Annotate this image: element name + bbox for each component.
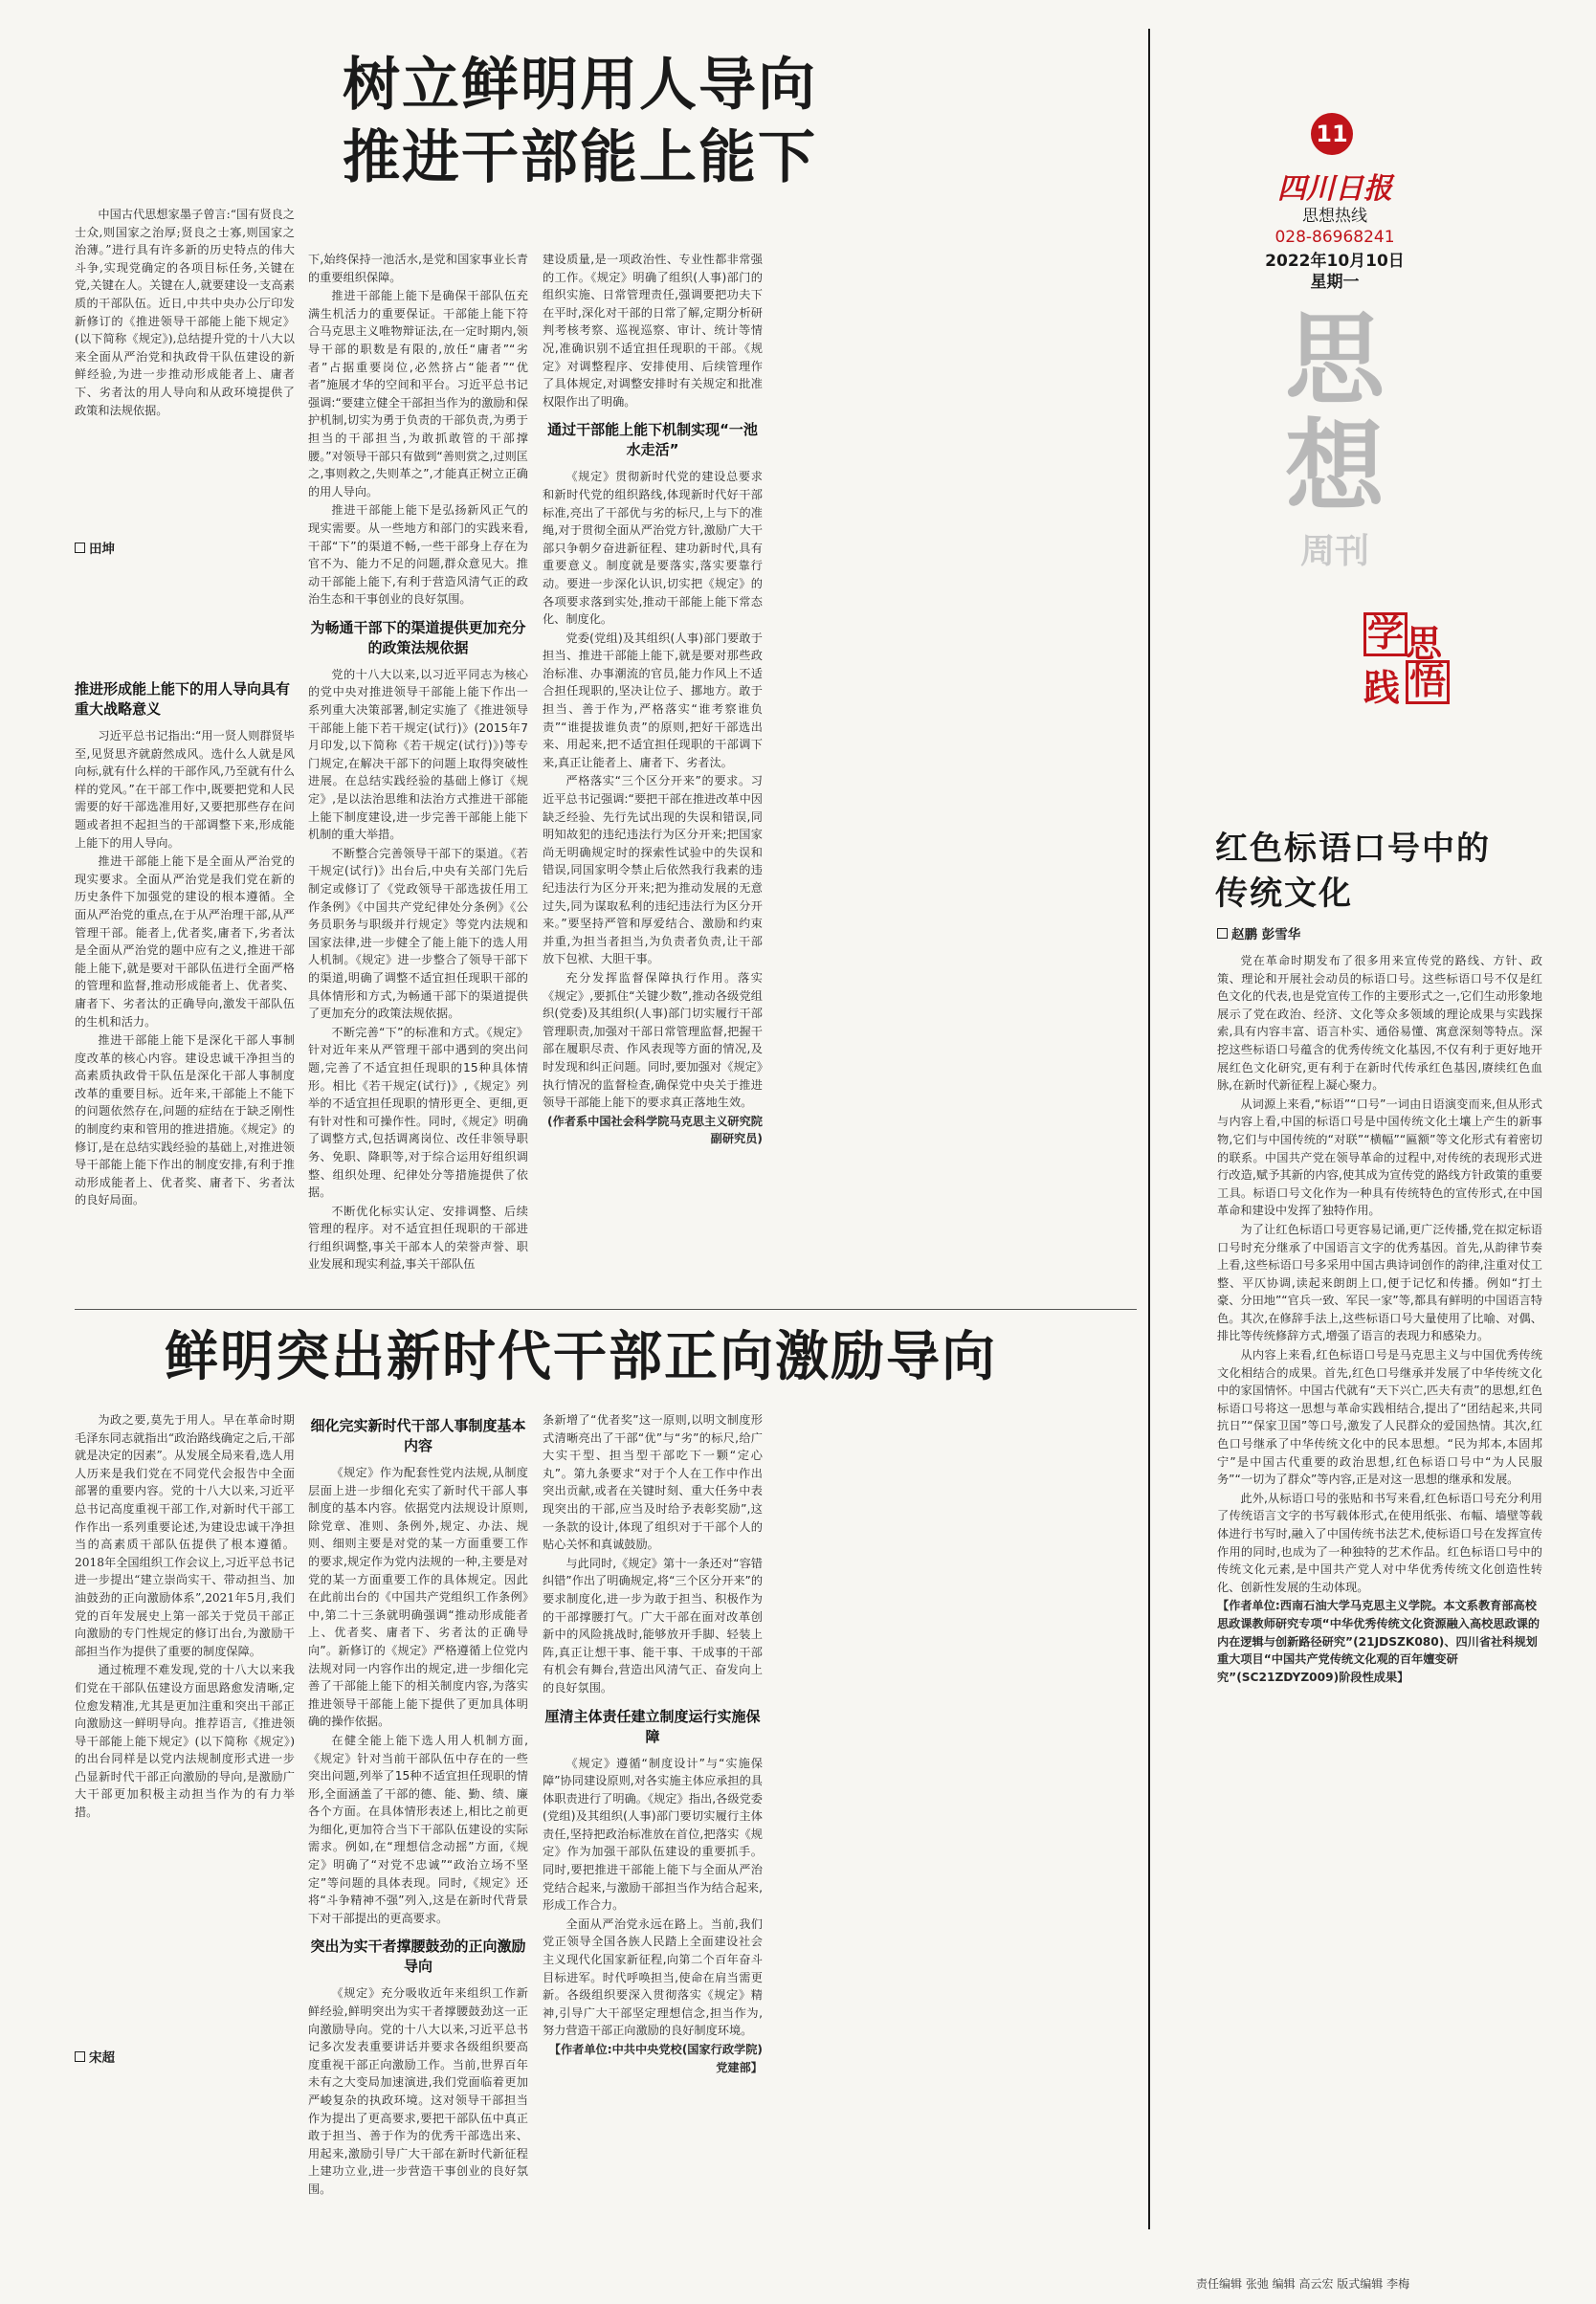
article1-subhead-2: 为畅通干部下的渠道提供更加充分的政策法规依据	[310, 618, 526, 656]
editor-credits: 责任编辑 张弛 编辑 高云宏 版式编辑 李梅	[1196, 2277, 1410, 2291]
article2-subhead-1: 细化完实新时代干部人事制度基本内容	[310, 1417, 526, 1454]
stamp-char-si: 思	[1406, 622, 1443, 665]
article1-author-note: (作者系中国社会科学院马克思主义研究院副研究员)	[547, 1114, 763, 1146]
article3-author-note: 【作者单位:西南石油大学马克思主义学院。本文系教育部高校思政课教师研究专项“中华优秀传统文化资源融入高校思政课的内在逻辑与创新路径研究”(21JDSZK080)、四川省社科规划重大项目“中国共产党传统文化观的百年嬗变研究”(SC21ZDYZ009)阶段性成果】	[1217, 1599, 1541, 1684]
article1-column-1: 推进形成能上能下的用人导向具有重大战略意义 习近平总书记指出:“用一贤人则群贤毕至,见贤思齐就蔚然成风。选什么人就是风向标,就有什么样的干部作风,乃至就有什么样的党风。”在干部工作中,既要把党和人民需要的好干部选准用好,又要把那些存在问题或者担不起担当的干部调整下来,形成能上能下的用人导向。 推进干部能上能下是全面从严治党的现实要求。全面从严治党是我们党在新的历史条件下加强党的建设的根本遵循。全面从严治党的重点,在于从严治理干部,从严管理干部。能者上,优者奖,庸者下,劣者汰是全面从严治党的题中应有之义,推进干部能上能下,就是要对干部队伍进行全面严格的管理和监督,推动形成能者上、优者奖、庸者下、劣者汰的正确导向,激发干部队伍的生机和活力。 推进干部能上能下是深化干部人事制度改革的核心内容。建设忠诚干净担当的高素质执政骨干队伍是深化干部人事制度改革的重要目标。近年来,干部能上不能下的问题依然存在,问题的症结在于缺乏刚性的制度约束和管用的推进措施。《规定》的修订,是在总结实践经验的基础上,对推进领导干部能上能下作出的制度安排,有利于推动形成能者上、优者奖、庸者下、劣者汰的良好局面。	[75, 680, 295, 1207]
article1-column-2: 下,始终保持一池活水,是党和国家事业长青的重要组织保障。 推进干部能上能下是确保干部队伍充满生机活力的重要保证。干部能上能下符合马克思主义唯物辩证法,在一定时期内,领导干部的职数是有限的,放任“庸者”“劣者”占据重要岗位,必然挤占“能者”“优者”施展才华的空间和平台。习近平总书记强调:“要建立健全干部担当作为的激励和保护机制,切实为勇于负责的干部负责,为勇于担当的干部担当,为敢抓敢管的干部撑腰。”对领导干部只有做到“善则赏之,过则匡之,事则救之,失则革之”,才能真正树立正确的用人导向。 推进干部能上能下是弘扬新风正气的现实需要。从一些地方和部门的实践来看,干部“下”的渠道不畅,一些干部身上存在为官不为、能力不足的问题,群众意见大。推动干部能上能下,有利于营造风清气正的政治生态和干事创业的良好氛围。 为畅通干部下的渠道提供更加充分的政策法规依据 党的十八大以来,以习近平同志为核心的党中央对推进领导干部能上能下作出一系列重大决策部署,制定实施了《推进领导干部能上能下若干规定(试行)》(2015年7月印发,以下简称《若干规定(试行)》)等专门规定,在解决干部下的问题上取得突破性进展。在总结实践经验的基础上修订《规定》,是以法治思维和法治方式推进干部能上能下制度建设,进一步完善干部能上能下机制的重大举措。 不断整合完善领导干部下的渠道。《若干规定(试行)》出台后,中央有关部门先后制定或修订了《党政领导干部选拔任用工作条例》《中国共产党纪律处分条例》《公务员职务与职级并行规定》等党内法规和国家法律,进一步健全了能上能下的选人用人机制。《规定》进一步整合了领导干部下的渠道,明确了调整不适宜担任现职干部的具体情形和方式,为畅通干部下的渠道提供了更加充分的政策法规依据。 不断完善“下”的标准和方式。《规定》针对近年来从严管理干部中遇到的突出问题,完善了不适宜担任现职的15种具体情形。相比《若干规定(试行)》,《规定》列举的不适宜担任现职的情形更全、更细,更有针对性和可操作性。同时,《规定》明确了调整方式,包括调离岗位、改任非领导职务、免职、降职等,对于综合运用好组织调整、组织处理、纪律处分等措施提供了依据。 不断优化标实认定、安排调整、后续管理的程序。对不适宜担任现职的干部进行组织调整,事关干部本人的荣誉声誉、职业发展和现实利益,事关干部队伍	[308, 253, 528, 1272]
newspaper-logo: 四川日报	[1277, 172, 1392, 206]
date-text: 2022年10月10日	[1265, 252, 1405, 271]
article2-subhead-2: 突出为实干者撑腰鼓劲的正向激励导向	[310, 1938, 526, 1976]
column-stamp	[1363, 612, 1450, 708]
article2-column-2: 细化完实新时代干部人事制度基本内容 《规定》作为配套性党内法规,从制度层面上进一步细化充实了新时代干部人事制度的基本内容。依据党内法规设计原则,除党章、准则、条例外,规定、办法、规则、细则主要是对党的某一方面重要工作的要求,规定作为党内法规的一种,主要是对党的某一方面重要工作的具体规定。因此在此前出台的《中国共产党组织工作条例》中,第二十三条就明确强调“推动形成能者上、优者奖、庸者下、劣者汰的正确导向”。新修订的《规定》严格遵循上位党内法规对同一内容作出的规定,进一步细化完善了干部能上能下的相关制度内容,为落实推进领导干部能上能下提供了更加具体明确的操作依据。 在健全能上能下选人用人机制方面,《规定》针对当前干部队伍中存在的一些突出问题,列举了15种不适宜担任现职的情形,全面涵盖了干部的德、能、勤、绩、廉各个方面。在具体情形表述上,相比之前更为细化,更加符合当下干部队伍建设的实际需求。例如,在“理想信念动摇”方面,《规定》明确了“对党不忠诚”“政治立场不坚定”等问题的具体表现。同时,《规定》还将“斗争精神不强”列入,这是在新时代背景下对干部提出的更高要求。 突出为实干者撑腰鼓劲的正向激励导向 《规定》充分吸收近年来组织工作新鲜经验,鲜明突出为实干者撑腰鼓劲这一正向激励导向。党的十八大以来,习近平总书记多次发表重要讲话并要求各级组织要高度重视干部正向激励工作。当前,世界百年未有之大变局加速演进,我们党面临着更加严峻复杂的执政环境。这对领导干部担当作为提出了更高要求,要把干部队伍中真正敢于担当、善于作为的优秀干部选出来、用起来,激励引导广大干部在新时代新征程上建功立业,进一步营造干事创业的良好氛围。	[308, 1417, 528, 2196]
article1-title-line1: 树立鲜明用人导向	[343, 52, 817, 119]
article2-lead: 为政之要,莫先于用人。早在革命时期毛泽东同志就指出“政治路线确定之后,干部就是决定的因素”。从发展全局来看,选人用人历来是我们党在不同党代会报告中全面部署的重要内容。党的十八大以来,习近平总书记高度重视干部工作,对新时代干部工作作出一系列重要论述,为建设忠诚干净担当的高素质干部队伍提供了根本遵循。2018年全国组织工作会议上,习近平总书记进一步提出“建立崇尚实干、带动担当、加油鼓劲的正向激励体系”,2021年5月,我们党的百年发展史上第一部关于党员干部正向激励的专门性规定的修订出台,为激励干部担当作为提供了重要的制度保障。 通过梳理不难发现,党的十八大以来我们党在干部队伍建设方面思路愈发清晰,定位愈发精准,尤其是更加注重和突出干部正向激励这一鲜明导向。推荐语言,《推进领导干部能上能下规定》(以下简称《规定》)的出台同样是以党内法规制度形式进一步凸显新时代干部正向激励的导向,是激励广大干部更加积极主动担当作为的有力举措。	[75, 1413, 295, 1820]
stamp-char-jian: 践	[1363, 666, 1401, 709]
weekday-text: 星期一	[1310, 273, 1360, 292]
article1-title-line2: 推进干部能上能下	[343, 124, 817, 191]
page-number-badge: 11	[1311, 113, 1353, 155]
newspaper-page	[38, 0, 1550, 2304]
hotline-label: 思想热线	[1302, 207, 1367, 226]
stamp-char-xue: 学	[1363, 612, 1408, 656]
hotline-number: 028-86968241	[1275, 228, 1395, 247]
article3-title-line2: 传统文化	[1215, 875, 1353, 913]
issue-date	[1253, 251, 1416, 293]
hotline	[1263, 206, 1407, 248]
section-weekly-label: 周刊	[1299, 531, 1369, 571]
article3-byline: 赵鹏 彭雪华	[1217, 926, 1300, 943]
article3-body: 党在革命时期发布了很多用来宣传党的路线、方针、政策、理论和开展社会动员的标语口号。这些标语口号不仅是红色文化的代表,也是党宣传工作的主要形式之一,它们生动形象地展示了党在政治、经济、文化等众多领域的理论成果与实践探索,具有内容丰富、语言朴实、通俗易懂、寓意深刻等特点。深挖这些标语口号蕴含的优秀传统文化基因,不仅有利于更好地开展红色文化研究,更有利于在新时代传承红色基因,赓续红色血脉,在新时代新征程上凝心聚力。 从词源上来看,“标语”“口号”一词由日语演变而来,但从形式与内容上看,中国的标语口号是中国传统文化土壤上产生的新事物,它们与中国传统的“对联”“横幅”“匾额”等文化形式有着密切的联系。中国共产党在领导革命的过程中,对传统的表现形式进行改造,赋予其新的内容,使其成为宣传党的路线方针政策的重要工具。标语口号文化作为一种具有传统特色的宣传形式,在中国革命和建设中发挥了独特作用。 为了让红色标语口号更容易记诵,更广泛传播,党在拟定标语口号时充分继承了中国语言文字的优秀基因。首先,从韵律节奏上看,这些标语口号多采用中国古典诗词创作的韵律,注重对仗工整、平仄协调,读起来朗朗上口,便于记忆和传播。例如“打土豪、分田地”“官兵一致、军民一家”等,都具有鲜明的中国语言特色。其次,在修辞手法上,这些标语口号大量使用了比喻、对偶、排比等传统修辞方式,增强了语言的表现力和感染力。 从内容上来看,红色标语口号是马克思主义与中国优秀传统文化相结合的成果。首先,红色口号继承并发展了中华传统文化中的家国情怀。中国古代就有“天下兴亡,匹夫有责”的思想,红色标语口号将这一思想与革命实践相结合,提出了“团结起来,共同抗日”“保家卫国”等口号,激发了人民群众的爱国热情。其次,红色口号继承了中华传统文化中的民本思想。“民为邦本,本固邦宁”是中国古代重要的政治思想,红色标语口号中“为人民服务”“一切为了群众”等内容,正是对这一思想的继承和发展。 此外,从标语口号的张贴和书写来看,红色标语口号充分利用了传统语言文字的书写载体形式,在使用纸张、布幅、墙壁等载体进行书写时,融入了中国传统书法艺术,使标语口号在发挥宣传作用的同时,也成为了一种独特的艺术作品。红色标语口号中的传统文化元素,是中国共产党人对中华优秀传统文化创造性转化、创新性发展的生动体现。 【作者单位:西南石油大学马克思主义学院。本文系教育部高校思政课教师研究专项“中华优秀传统文化资源融入高校思政课的内在逻辑与创新路径研究”(21JDSZK080)、四川省社科规划重大项目“中国共产党传统文化观的百年嬗变研究”(SC21ZDYZ009)阶段性成果】	[1217, 952, 1542, 2261]
article1-subhead-1: 推进形成能上能下的用人导向具有重大战略意义	[75, 680, 291, 718]
article3-title-line1: 红色标语口号中的	[1215, 830, 1491, 868]
stamp-char-wu: 悟	[1406, 660, 1450, 704]
article2-title: 鲜明突出新时代干部正向激励导向	[165, 1325, 997, 1388]
article2-byline: 宋超	[75, 2049, 115, 2067]
section-title: 思想	[1284, 300, 1385, 525]
article2-column-3: 条新增了“优者奖”这一原则,以明文制度形式清晰亮出了干部“优”与“劣”的标尺,给广大实干型、担当型干部吃下一颗“定心丸”。第九条要求“对于个人在工作中作出突出贡献,或者在关键时刻、重大任务中表现突出的干部,应当及时给予表彰奖励”,这一条款的设计,体现了组织对于干部个人的贴心关怀和真诚鼓励。 与此同时,《规定》第十一条还对“容错纠错”作出了明确规定,将“三个区分开来”的要求制度化,进一步为敢于担当、积极作为的干部撑腰打气。广大干部在面对改革创新中的风险挑战时,能够放开手脚、轻装上阵,真正让想干事、能干事、干成事的干部有机会有舞台,营造出风清气正、奋发向上的良好氛围。 厘清主体责任建立制度运行实施保障 《规定》遵循“制度设计”与“实施保障”协同建设原则,对各实施主体应承担的具体职责进行了明确。《规定》指出,各级党委(党组)及其组织(人事)部门要切实履行主体责任,坚持把政治标准放在首位,把落实《规定》作为加强干部队伍建设的重要抓手。同时,要把推进干部能上能下与全面从严治党结合起来,与激励干部担当作为结合起来,形成工作合力。 全面从严治党永远在路上。当前,我们党正领导全国各族人民踏上全面建设社会主义现代化国家新征程,向第二个百年奋斗目标进军。时代呼唤担当,使命在肩当需更新。各级组织要深入贯彻落实《规定》精神,引导广大干部坚定理想信念,担当作为,努力营造干部正向激励的良好制度环境。 【作者单位:中共中央党校(国家行政学院)党建部】	[543, 1411, 763, 2287]
article2-author-note: 【作者单位:中共中央党校(国家行政学院)党建部】	[548, 2043, 763, 2074]
article1-byline: 田坤	[75, 541, 115, 558]
article1-lead: 中国古代思想家墨子曾言:“国有贤良之士众,则国家之治厚;贤良之士寡,则国家之治薄。”进行具有许多新的历史特点的伟大斗争,实现党确定的各项目标任务,关键在党,关键在人。关键在人,就要建设一支高素质的干部队伍。近日,中共中央办公厅印发新修订的《推进领导干部能上能下规定》(以下简称《规定》),总结提升党的十八大以来全面从严治党和执政骨干队伍建设的新鲜经验,为进一步推动形成能者上、庸者下、劣者汰的用人导向和从政环境提供了政策和法规依据。	[75, 208, 295, 417]
section-divider	[75, 1309, 1137, 1310]
article1-subhead-3: 通过干部能上能下机制实现“一池水走活”	[547, 421, 758, 459]
masthead-divider	[1148, 29, 1150, 2229]
article1-column-3: 建设质量,是一项政治性、专业性都非常强的工作。《规定》明确了组织(人事)部门的组织实施、日常管理责任,强调要把功夫下在平时,深化对干部的日常了解,定期分析研判考核考察、巡视巡察、审计、统计等情况,准确识别不适宜担任现职的干部。《规定》对调整程序、安排使用、后续管理作了具体规定,对调整安排时有关规定和批准权限作出了明确。 通过干部能上能下机制实现“一池水走活” 《规定》贯彻新时代党的建设总要求和新时代党的组织路线,体现新时代好干部标准,亮出了干部优与劣的标尺,上与下的准绳,对于贯彻全面从严治党方针,激励广大干部只争朝夕奋进新征程、建功新时代,具有重要意义。制度就是要落实,落实要靠行动。要进一步深化认识,切实把《规定》的各项要求落到实处,推动干部能上能下常态化、制度化。 党委(党组)及其组织(人事)部门要敢于担当、推进干部能上能下,就是要对那些政治标准、办事潮流的官员,能力作风上不适合担任现职的,坚决让位子、挪地方。敢于担当、善于作为,严格落实“谁考察谁负责”“谁提拔谁负责”的原则,把好干部选出来、用起来,把不适宜担任现职的干部调下来,真正让能者上、庸者下、劣者汰。 严格落实“三个区分开来”的要求。习近平总书记强调:“要把干部在推进改革中因缺乏经验、先行先试出现的失误和错误,同明知故犯的违纪违法行为区分开来;把国家尚无明确规定时的探索性试验中的失误和错误,同国家明令禁止后依然我行我素的违纪违法行为区分开来;把为推动发展的无意过失,同为谋取私利的违纪违法行为区分开来。”要坚持严管和厚爱结合、激励和约束并重,为担当者担当,为负责者负责,让干部放下包袱、大胆干事。 充分发挥监督保障执行作用。落实《规定》,要抓住“关键少数”,推动各级党组织(党委)及其组织(人事)部门切实履行干部管理职责,加强对干部日常管理监督,把握干部在履职尽责、作风表现等方面的情况,及时发现和纠正问题。同时,要加强对《规定》执行情况的监督检查,确保党中央关于推进领导干部能上能下的要求真正落地生效。 (作者系中国社会科学院马克思主义研究院副研究员)	[543, 251, 763, 1301]
article2-subhead-3: 厘清主体责任建立制度运行实施保障	[544, 1707, 761, 1745]
